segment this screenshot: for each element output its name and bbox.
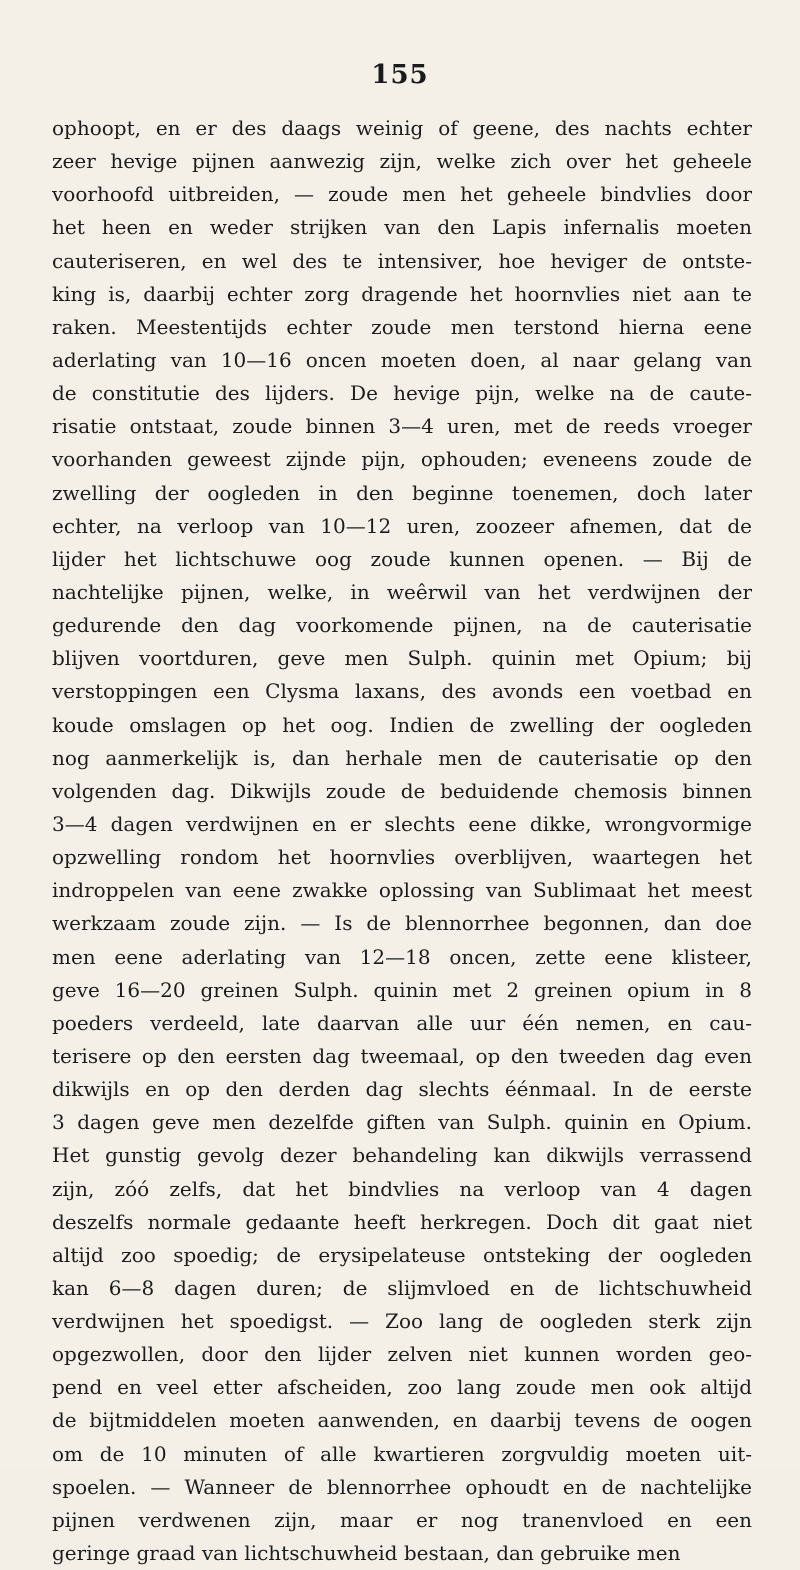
- text-line: men eene aderlating van 12—18 oncen, zette eene klisteer,: [52, 944, 752, 969]
- text-line: blijven voortduren, geve men Sulph. quinin met Opium; bij: [52, 646, 752, 671]
- text-line: aderlating van 10—16 oncen moeten doen, al naar gelang van: [52, 347, 752, 372]
- text-line: indroppelen van eene zwakke oplossing van Sublimaat het meest: [52, 878, 752, 903]
- text-line: koude omslagen op het oog. Indien de zwelling der oogleden: [52, 712, 752, 737]
- text-line: lijder het lichtschuwe oog zoude kunnen openen. — Bij de: [52, 546, 752, 571]
- text-line: deszelfs normale gedaante heeft herkregen. Doch dit gaat niet: [52, 1209, 752, 1234]
- text-line: geringe graad van lichtschuwheid bestaan, dan gebruike men: [52, 1541, 681, 1566]
- text-line: risatie ontstaat, zoude binnen 3—4 uren, met de reeds vroeger: [52, 414, 752, 439]
- text-line: spoelen. — Wanneer de blennorrhee ophoudt en de nachtelijke: [52, 1474, 752, 1499]
- text-line: volgenden dag. Dikwijls zoude de beduidende chemosis binnen: [52, 778, 752, 803]
- text-line: zijn, zóó zelfs, dat het bindvlies na verloop van 4 dagen: [52, 1176, 752, 1201]
- text-line: ophoopt, en er des daags weinig of geene, des nachts echter: [52, 116, 752, 140]
- text-line: opzwelling rondom het hoornvlies overblijven, waartegen het: [52, 845, 752, 870]
- text-line: voorhoofd uitbreiden, — zoude men het geheele bindvlies door: [52, 182, 752, 207]
- text-line: opgezwollen, door den lijder zelven niet kunnen worden geo-: [52, 1342, 752, 1367]
- text-line: voorhanden geweest zijnde pijn, ophouden; eveneens zoude de: [52, 447, 752, 472]
- body-text: [52, 112, 752, 1570]
- text-line: kan 6—8 dagen duren; de slijmvloed en de lichtschuwheid: [52, 1275, 752, 1300]
- text-line: raken. Meestentijds echter zoude men terstond hierna eene: [52, 314, 752, 339]
- text-line: verstoppingen een Clysma laxans, des avonds een voetbad en: [52, 679, 752, 704]
- text-line: altijd zoo spoedig; de erysipelateuse ontsteking der oogleden: [52, 1242, 752, 1267]
- text-line: echter, na verloop van 10—12 uren, zoozeer afnemen, dat de: [52, 513, 752, 538]
- text-line: Het gunstig gevolg dezer behandeling kan dikwijls verrassend: [52, 1143, 752, 1168]
- text-line: dikwijls en op den derden dag slechts éénmaal. In de eerste: [52, 1077, 752, 1102]
- text-line: 3 dagen geve men dezelfde giften van Sulph. quinin en Opium.: [52, 1110, 752, 1135]
- text-line: terisere op den eersten dag tweemaal, op den tweeden dag even: [52, 1043, 752, 1068]
- text-line: het heen en weder strijken van den Lapis infernalis moeten: [52, 215, 752, 240]
- text-line: verdwijnen het spoedigst. — Zoo lang de oogleden sterk zijn: [52, 1309, 752, 1334]
- text-line: zeer hevige pijnen aanwezig zijn, welke zich over het geheele: [52, 149, 752, 174]
- text-line: om de 10 minuten of alle kwartieren zorgvuldig moeten uit-: [52, 1441, 752, 1466]
- text-line: werkzaam zoude zijn. — Is de blennorrhee begonnen, dan doe: [52, 911, 752, 936]
- page-number: 155: [371, 60, 429, 90]
- text-line: de constitutie des lijders. De hevige pijn, welke na de caute-: [52, 381, 752, 406]
- text-line: gedurende den dag voorkomende pijnen, na de cauterisatie: [52, 613, 752, 638]
- text-line: zwelling der oogleden in den beginne toenemen, doch later: [52, 480, 752, 505]
- text-line: cauteriseren, en wel des te intensiver, hoe heviger de ontste-: [52, 248, 752, 273]
- text-line: king is, daarbij echter zorg dragende het hoornvlies niet aan te: [52, 281, 752, 306]
- text-line: nog aanmerkelijk is, dan herhale men de cauterisatie op den: [52, 745, 752, 770]
- text-line: pijnen verdwenen zijn, maar er nog tranenvloed en een: [52, 1507, 752, 1532]
- text-line: poeders verdeeld, late daarvan alle uur één nemen, en cau-: [52, 1010, 752, 1035]
- text-line: 3—4 dagen verdwijnen en er slechts eene dikke, wrongvormige: [52, 811, 752, 836]
- text-line: geve 16—20 greinen Sulph. quinin met 2 greinen opium in 8: [52, 977, 752, 1002]
- text-line: nachtelijke pijnen, welke, in weêrwil van het verdwijnen der: [52, 579, 752, 604]
- text-line: de bijtmiddelen moeten aanwenden, en daarbij tevens de oogen: [52, 1408, 752, 1433]
- text-line: pend en veel etter afscheiden, zoo lang zoude men ook altijd: [52, 1375, 752, 1400]
